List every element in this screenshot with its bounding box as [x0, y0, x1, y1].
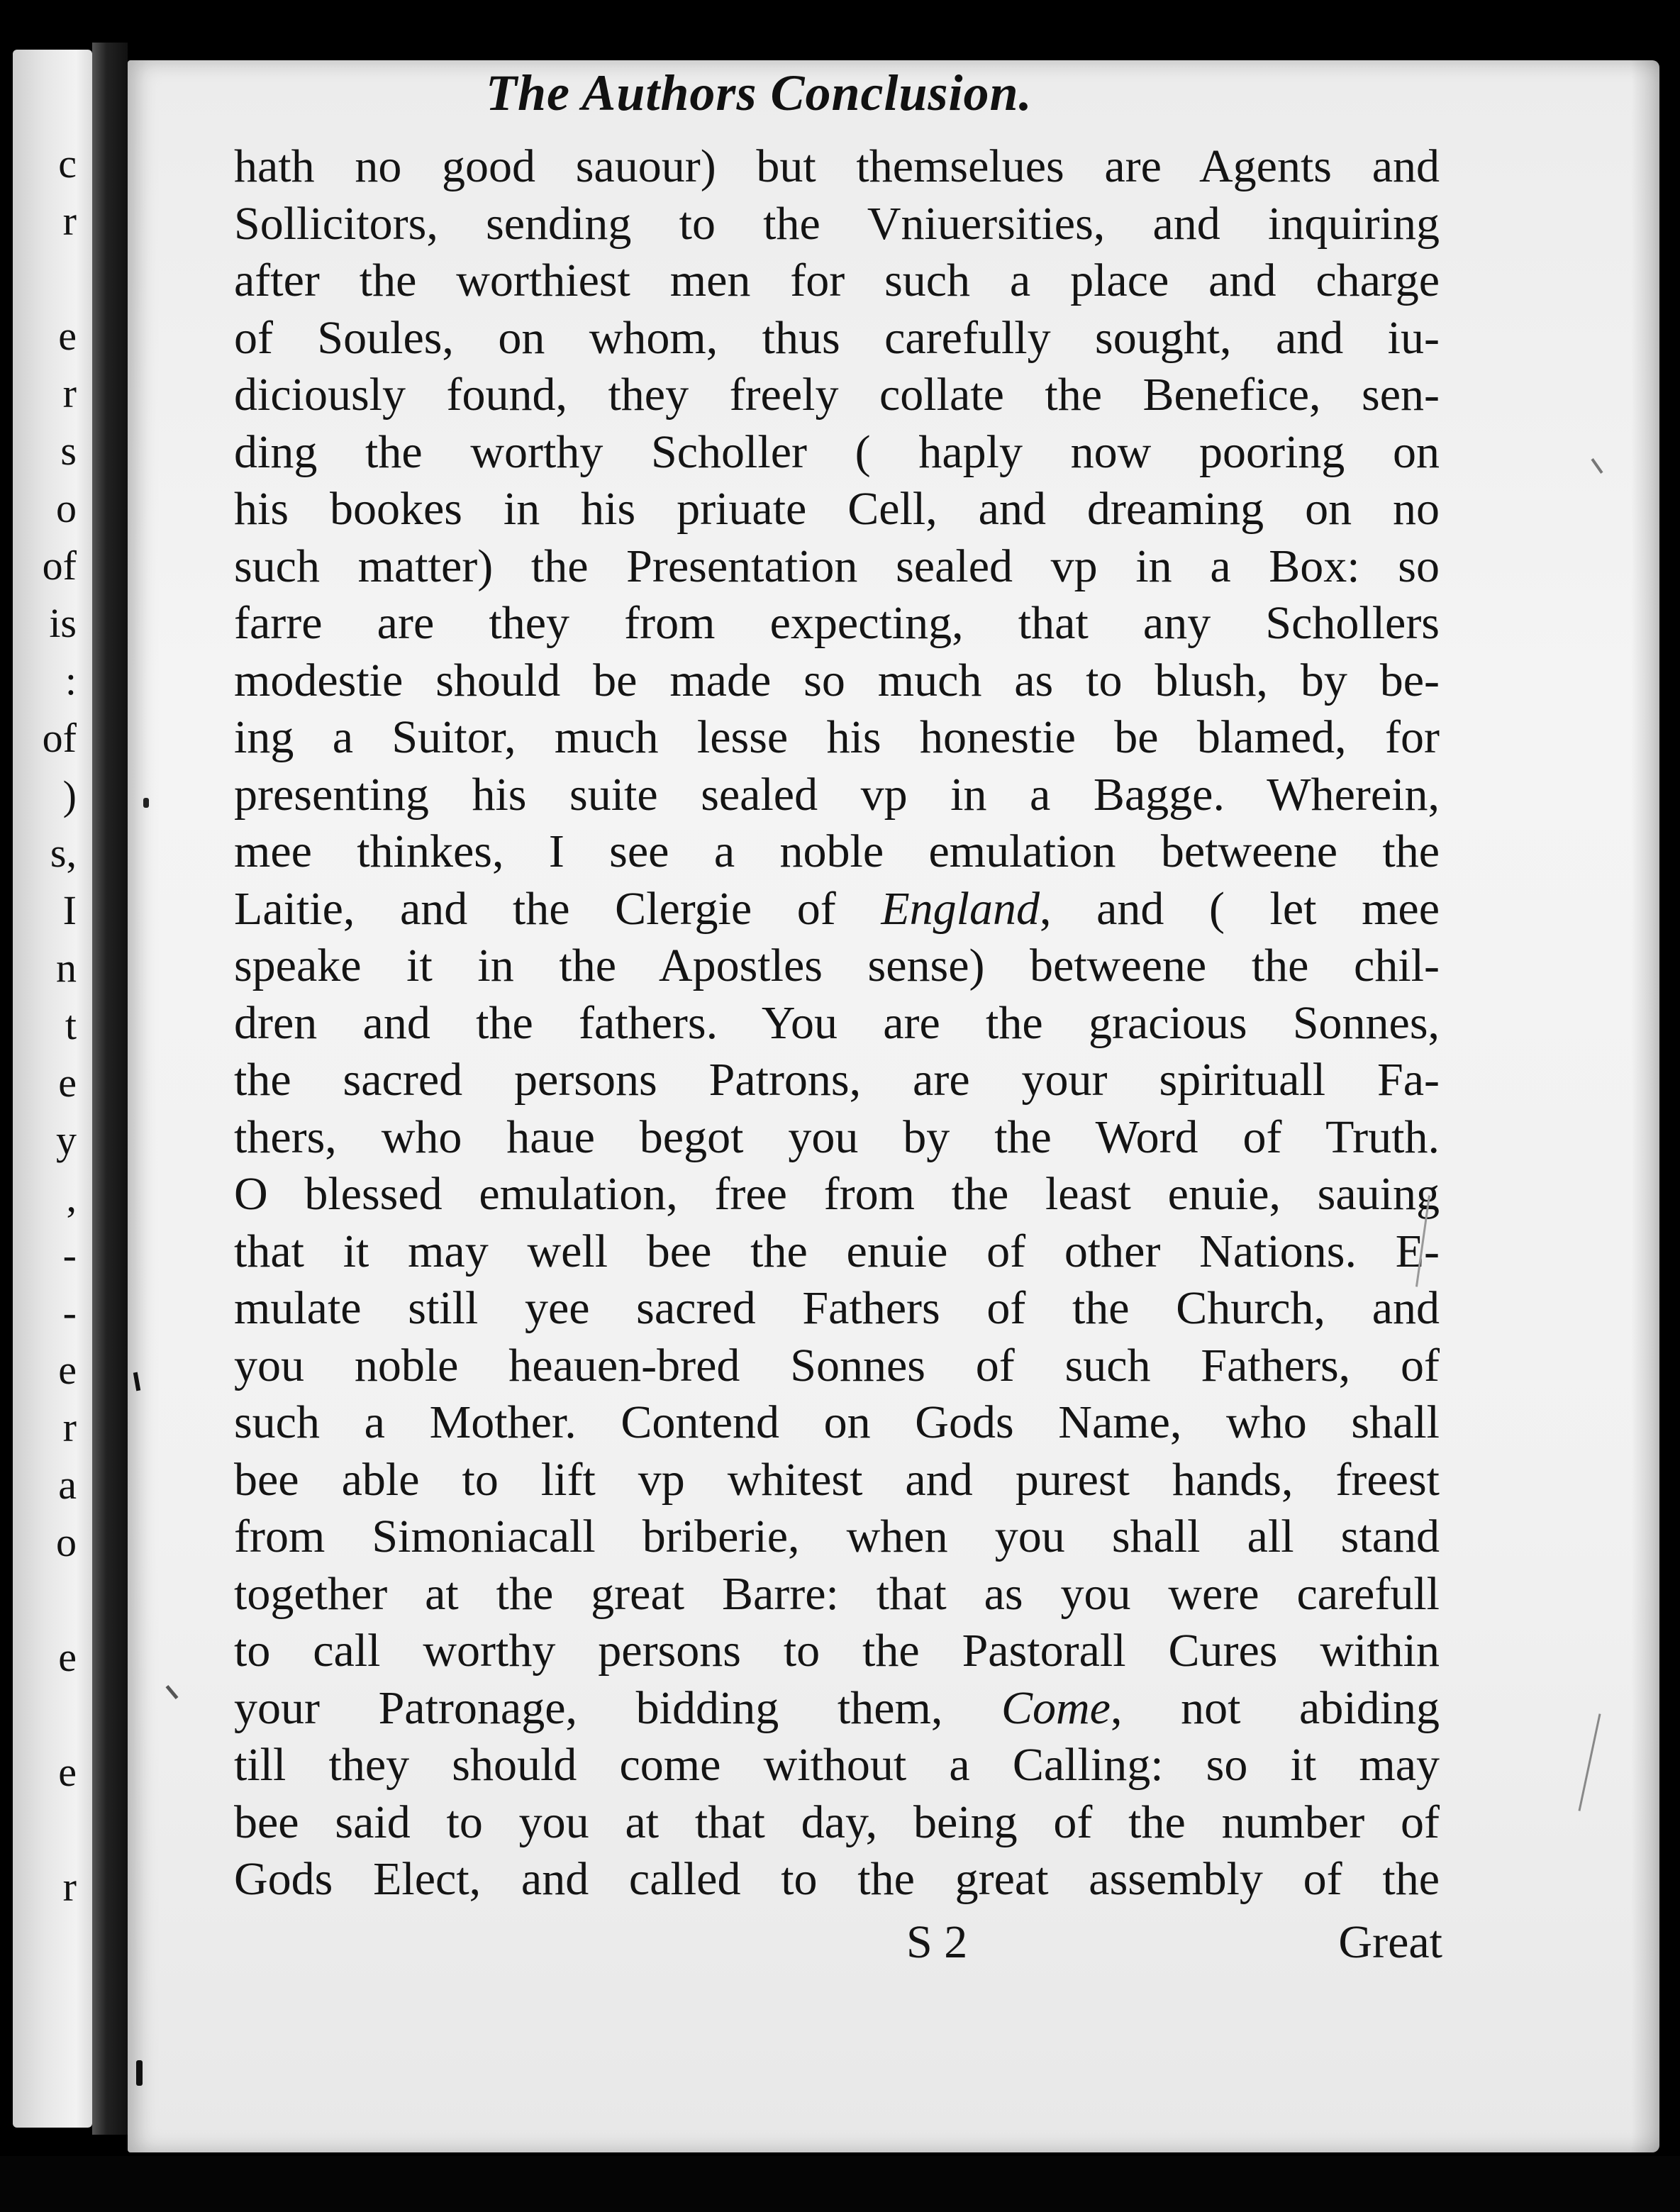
text-line: [234, 1680, 1440, 1738]
facing-page-glyph: ,: [66, 1174, 77, 1221]
facing-page-glyph: r: [62, 1404, 77, 1450]
book-page: [128, 60, 1659, 2152]
text-line: that it may well bee the enuie of other Nations. E-: [234, 1225, 1440, 1277]
facing-page-glyph: of: [42, 543, 77, 589]
text-line: O blessed emulation, free from the least enuie, sauing: [234, 1168, 1440, 1220]
text-line: presenting his suite sealed vp in a Bagge. Wherein,: [234, 768, 1440, 821]
facing-page-glyph: -: [62, 1232, 77, 1278]
running-head: The Authors Conclusion.: [486, 65, 1033, 121]
text-line: after the worthiest men for such a place and charge: [234, 255, 1440, 306]
facing-page-glyph: e: [58, 313, 77, 359]
text-line: ding the worthy Scholler ( haply now pooring on: [234, 426, 1440, 478]
text-line: the sacred persons Patrons, are your spirituall Fa-: [234, 1054, 1440, 1106]
facing-page-glyph: s: [60, 428, 77, 474]
text-line: till they should come without a Calling: so it may: [234, 1739, 1440, 1791]
scan-blemish-mark: [1578, 1713, 1601, 1811]
facing-page-glyph: s,: [50, 830, 77, 876]
scan-blemish-mark: [136, 2060, 143, 2086]
facing-page-glyph: [20, 1571, 77, 1628]
scan-blemish-mark: [143, 798, 149, 808]
facing-page-glyph: [20, 1801, 77, 1858]
facing-page-glyph: o: [56, 1519, 77, 1565]
facing-page-glyph: c: [58, 140, 77, 187]
page-footer: [234, 1916, 1440, 1979]
text-line: mee thinkes, I see a noble emulation betweene the: [234, 826, 1440, 877]
text-line: Gods Elect, and called to the great assembly of the: [234, 1853, 1440, 1905]
text-line: of Soules, on whom, thus carefully sought, and iu-: [234, 311, 1440, 364]
text-line: together at the great Barre: that as you were carefull: [234, 1567, 1440, 1620]
signature-mark: S 2: [906, 1916, 968, 1968]
page-edge-shadow: [1631, 60, 1659, 2152]
facing-page-glyph: r: [62, 370, 77, 416]
facing-page-glyph: -: [62, 1289, 77, 1335]
text-line: dren and the fathers. You are the gracious Sonnes,: [234, 996, 1440, 1049]
text-line: speake it in the Apostles sense) betweene the chil-: [234, 940, 1440, 991]
scan-blemish-mark: [133, 1372, 140, 1391]
facing-page-glyph: e: [58, 1347, 77, 1393]
facing-page-edge: [13, 50, 92, 2128]
text-line: modestie should be made so much as to blush, by be-: [234, 654, 1440, 706]
text-segment: Laitie, and the Clergie of: [234, 882, 881, 935]
text-line: you noble heauen-bred Sonnes of such Fathers, of: [234, 1339, 1440, 1391]
facing-page-glyph: :: [65, 657, 77, 704]
text-line: [234, 881, 1440, 938]
text-line: farre are they from expecting, that any Schollers: [234, 597, 1440, 649]
text-line: ing a Suitor, much lesse his honestie be blamed, for: [234, 711, 1440, 763]
body-text: [234, 138, 1440, 1908]
text-line: hath no good sauour) but themselues are Agents and: [234, 140, 1440, 192]
facing-page-glyph: r: [62, 1864, 77, 1910]
text-line: his bookes in his priuate Cell, and dreaming on no: [234, 483, 1440, 535]
facing-page-glyph: a: [58, 1462, 77, 1508]
italic-word: Come: [1001, 1682, 1111, 1734]
facing-page-glyph: e: [58, 1749, 77, 1795]
facing-page-glyph: n: [56, 945, 77, 991]
catchword: Great: [1338, 1916, 1442, 1968]
text-line: such a Mother. Contend on Gods Name, who shall: [234, 1396, 1440, 1448]
facing-page-glyph: [20, 250, 77, 307]
facing-page-glyph: r: [62, 198, 77, 244]
text-line: such matter) the Presentation sealed vp in a Box: so: [234, 540, 1440, 592]
text-line: from Simoniacall briberie, when you shall all stand: [234, 1511, 1440, 1562]
facing-page-glyph: e: [58, 1634, 77, 1680]
scan-blemish-mark: [166, 1685, 179, 1699]
facing-page-glyph: t: [65, 1002, 77, 1048]
facing-page-fragments: [20, 135, 77, 1916]
facing-page-glyph: o: [56, 485, 77, 531]
text-line: diciously found, they freely collate the Benefice, sen-: [234, 369, 1440, 421]
text-line: mulate still yee sacred Fathers of the Church, and: [234, 1282, 1440, 1334]
text-line: bee able to lift vp whitest and purest hands, freest: [234, 1453, 1440, 1506]
text-segment: , not abiding: [1110, 1682, 1440, 1734]
scan-blemish-mark: [1591, 458, 1603, 474]
text-line: bee said to you at that day, being of the number of: [234, 1796, 1440, 1848]
scan-border: [0, 2156, 1680, 2212]
book-gutter: [92, 43, 128, 2135]
facing-page-glyph: e: [58, 1060, 77, 1106]
facing-page-glyph: of: [42, 715, 77, 761]
facing-page-glyph: y: [56, 1117, 77, 1163]
text-segment: your Patronage, bidding them,: [234, 1682, 1001, 1734]
facing-page-glyph: ): [62, 772, 77, 818]
text-line: thers, who haue begot you by the Word of Truth.: [234, 1111, 1440, 1163]
facing-page-glyph: [20, 1686, 77, 1743]
italic-word: England: [881, 882, 1040, 935]
text-line: Sollicitors, sending to the Vniuersities, and inquiring: [234, 197, 1440, 250]
text-segment: , and ( let mee: [1039, 882, 1440, 935]
text-line: to call worthy persons to the Pastorall Cures within: [234, 1625, 1440, 1677]
facing-page-glyph: is: [49, 600, 77, 646]
facing-page-glyph: I: [62, 887, 77, 933]
